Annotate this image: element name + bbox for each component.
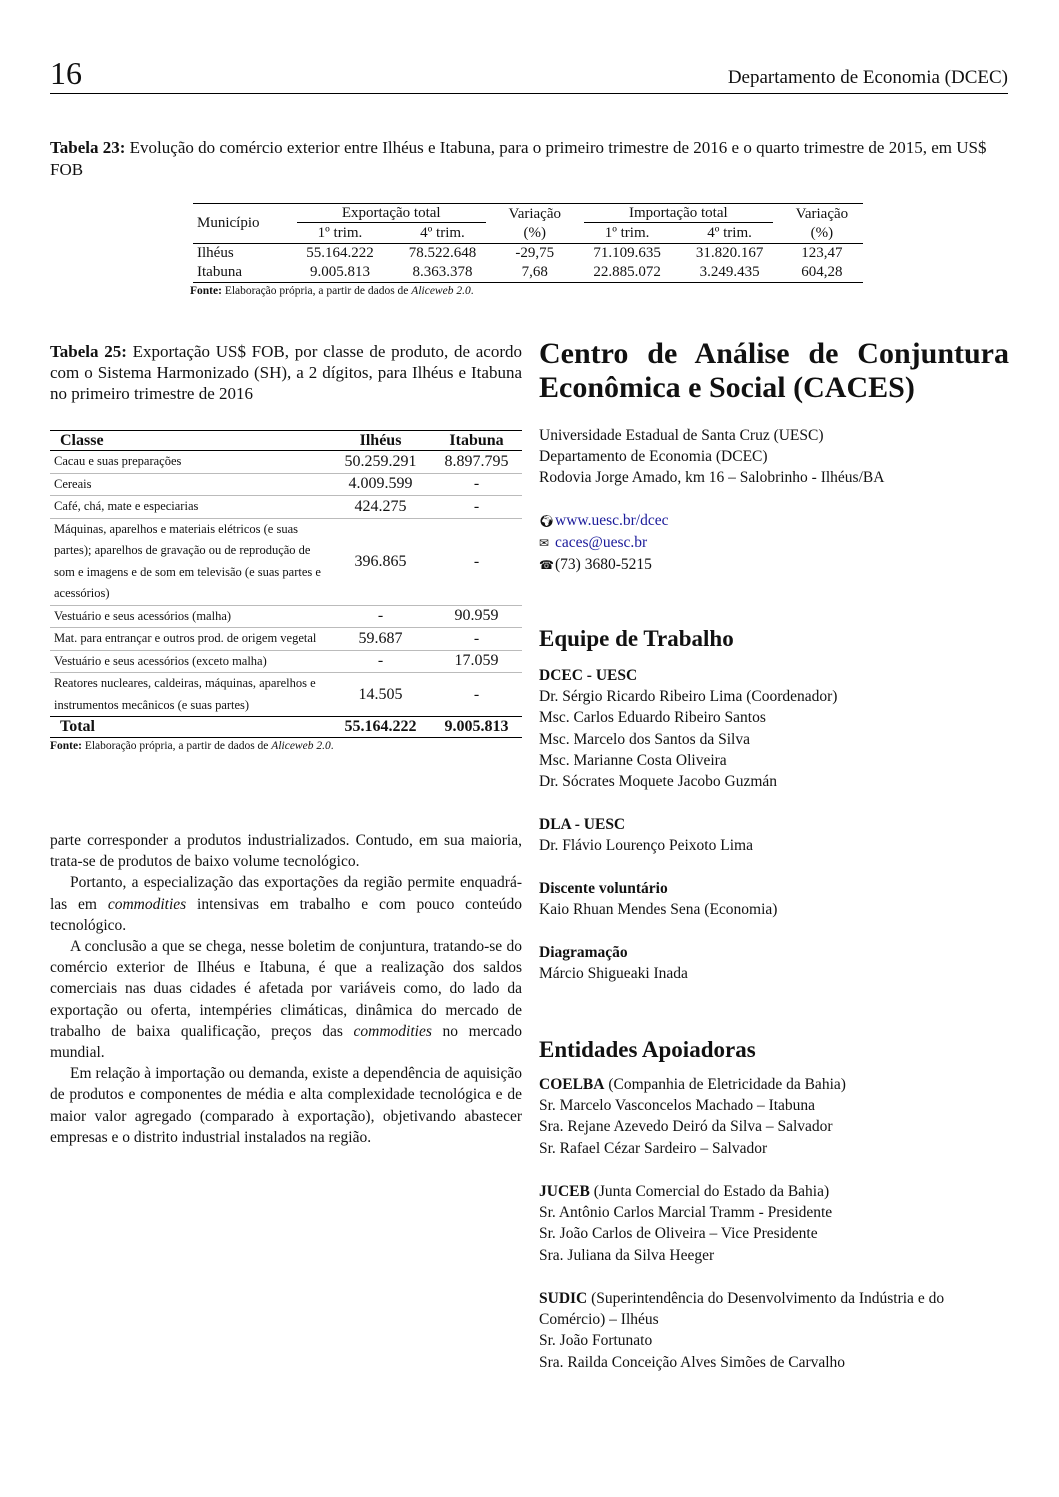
body-paragraph: parte corresponder a produtos industrializados. Contudo, em sua maioria, trata-se de produtos de baixo volume tecnológico.	[50, 832, 522, 871]
t25-col-ilheus: Ilhéus	[359, 432, 402, 449]
entidade-sudic	[539, 1288, 1011, 1373]
t25-cell: -	[473, 629, 480, 647]
entidades-title: Entidades Apoiadoras	[539, 1037, 756, 1062]
t25-total-label: Total	[50, 717, 330, 738]
t25-total-itabuna: 9.005.813	[431, 717, 522, 738]
website-link[interactable]: www.uesc.br/dcec	[555, 512, 669, 529]
member-line: Dr. Flávio Lourenço Peixoto Lima	[539, 837, 753, 855]
table23-caption-label: Tabela 23:	[50, 138, 126, 157]
t23-cell: 31.820.167	[695, 245, 764, 261]
t23-cell: 22.885.072	[593, 264, 661, 280]
member-line: Sr. Antônio Carlos Marcial Tramm - Presidente	[539, 1204, 833, 1222]
t25-col-itabuna: Itabuna	[449, 432, 504, 449]
member-line: Sra. Juliana da Silva Heeger	[539, 1246, 715, 1264]
t23-sub-imp-q1: 1º trim.	[604, 225, 650, 241]
telephone-icon: ☎	[539, 558, 554, 573]
t23-sub-exp-q4: 4º trim.	[420, 225, 465, 241]
t25-cell: Cacau e suas preparações	[54, 454, 182, 468]
equipe-group-discente	[539, 878, 1011, 920]
entity-desc: (Companhia de Eletricidade da Bahia)	[604, 1076, 846, 1093]
member-line: Sra. Railda Conceição Alves Simões de Carvalho	[539, 1353, 846, 1371]
t25-cell: -	[473, 497, 480, 515]
table23-source: Fonte: Elaboração própria, a partir de dados de Aliceweb 2.0.	[190, 285, 474, 297]
t25-cell: Cereais	[54, 476, 92, 491]
equipe-group-diagramacao	[539, 942, 1011, 984]
phone-number: (73) 3680-5215	[555, 556, 652, 574]
table25-caption	[50, 341, 522, 404]
table25-source: Fonte: Elaboração própria, a partir de dados de Aliceweb 2.0.	[50, 740, 334, 752]
group-heading: DCEC - UESC	[539, 667, 638, 684]
address-line: Departamento de Economia (DCEC)	[539, 448, 768, 466]
envelope-icon: ✉	[539, 536, 550, 551]
table23	[190, 203, 863, 298]
table-row	[50, 628, 522, 651]
t25-cell: Café, chá, mate e especiarias	[54, 499, 199, 513]
address-line: Rodovia Jorge Amado, km 16 – Salobrinho - Ilhéus/BA	[539, 469, 885, 487]
equipe-group-dcec	[539, 665, 1011, 792]
table23-caption-text: Evolução do comércio exterior entre Ilhéus e Itabuna, para o primeiro trimestre de 2016 e o quarto trimestre de 2015, em US$ FOB	[50, 138, 987, 179]
t25-cell: Vestuário e seus acessórios (malha)	[54, 608, 232, 623]
t23-cell: 78.522.648	[408, 245, 477, 261]
t25-cell: 424.275	[354, 497, 407, 515]
running-head: Departamento de Economia (DCEC)	[727, 67, 1008, 88]
t25-cell: 17.059	[454, 652, 499, 670]
t23-cell: Ilhéus	[197, 245, 234, 261]
t25-cell: -	[473, 475, 480, 493]
entity-name: SUDIC	[539, 1290, 588, 1307]
entity-desc: (Superintendência do Desenvolvimento da Indústria e do Comércio) – Ilhéus	[539, 1290, 945, 1329]
t23-col-export-var: Variação	[508, 205, 561, 222]
member-line: Sr. João Fortunato	[539, 1332, 653, 1350]
t23-sub-exp-q1: 1º trim.	[317, 225, 363, 241]
group-heading: DLA - UESC	[539, 816, 626, 833]
body-text	[50, 830, 522, 1148]
table-row	[50, 473, 522, 496]
entity-name: JUCEB	[539, 1183, 590, 1200]
t25-cell: Máquinas, aparelhos e materiais elétricos (e suas partes); aparelhos de gravação ou de reprodução de som e imagens e de som em televisão (e suas partes e acessórios)	[54, 521, 321, 600]
table25-caption-label: Tabela 25:	[50, 342, 127, 361]
body-paragraph: A conclusão a que se chega, nesse boletim de conjuntura, tratando-se do comércio exterior de Ilhéus e Itabuna, é que a realização dos saldos comerciais nas duas cidades é afetada por variáveis como, do lado da exportação ou oferta, intempéries climáticas, dinâmica do mercado de trabalho de baixa qualificação, preços das commodities no mercado mundial.	[50, 938, 523, 1062]
group-heading: Diagramação	[539, 944, 628, 961]
t23-cell: 55.164.222	[306, 245, 374, 261]
member-line: Sr. Marcelo Vasconcelos Machado – Itabuna	[539, 1097, 816, 1115]
t23-sub-exp-pct: (%)	[523, 225, 547, 241]
t23-col-import: Importação total	[576, 204, 781, 225]
t25-cell: 4.009.599	[348, 475, 413, 493]
t25-cell: -	[473, 552, 480, 570]
table-row	[50, 673, 522, 717]
table-row	[50, 451, 522, 474]
t23-cell: -29,75	[515, 245, 555, 261]
caces-contacts	[539, 510, 1011, 577]
t23-cell: 7,68	[521, 264, 548, 280]
entidade-juceb	[539, 1181, 1011, 1266]
group-heading: Discente voluntário	[539, 880, 668, 897]
table-row	[193, 244, 863, 264]
t23-cell: Itabuna	[197, 264, 242, 280]
member-line: Msc. Marianne Costa Oliveira	[539, 751, 727, 769]
caces-title: Centro de Análise de Conjuntura Econômica e Social (CACES)	[539, 337, 1009, 404]
t25-cell: -	[377, 652, 384, 670]
member-line: Msc. Marcelo dos Santos da Silva	[539, 730, 750, 748]
table-row	[193, 263, 863, 283]
table-row	[50, 518, 522, 605]
t23-cell: 71.109.635	[593, 245, 661, 261]
t25-cell: 59.687	[358, 629, 403, 647]
table25	[50, 430, 522, 753]
caces-address	[539, 425, 1011, 489]
table-row	[50, 650, 522, 673]
t25-col-classe: Classe	[60, 432, 104, 449]
t25-cell: Reatores nucleares, caldeiras, máquinas, aparelhos e instrumentos mecânicos (e suas partes)	[54, 676, 316, 712]
table-total-row	[50, 717, 522, 738]
t25-cell: -	[377, 607, 384, 625]
t23-col-import-var: Variação	[795, 205, 849, 222]
t23-col-municipio: Município	[193, 204, 289, 244]
t25-cell: 90.959	[454, 607, 499, 625]
t23-sub-imp-q4: 4º trim.	[707, 225, 752, 241]
body-paragraph: Portanto, a especialização das exportações da região permite enquadrá-las em commodities intensivas em trabalho e com pouco conteúdo tecnológico.	[50, 874, 522, 934]
t25-cell: -	[473, 685, 480, 703]
equipe-group-dla	[539, 814, 1011, 856]
t25-total-ilheus: 55.164.222	[330, 717, 431, 738]
member-line: Msc. Carlos Eduardo Ribeiro Santos	[539, 709, 766, 727]
entity-name: COELBA	[539, 1076, 605, 1093]
member-line: Sr. Rafael Cézar Sardeiro – Salvador	[539, 1139, 768, 1157]
t23-cell: 604,28	[801, 264, 843, 280]
t23-cell: 3.249.435	[699, 264, 760, 280]
header-rule	[50, 93, 1008, 94]
address-line: Universidade Estadual de Santa Cruz (UESC)	[539, 427, 824, 444]
t25-cell: 8.897.795	[444, 452, 509, 470]
email-link[interactable]: caces@uesc.br	[555, 534, 648, 552]
table23-caption	[50, 137, 1010, 181]
globe-icon: 🌍︎	[539, 514, 555, 528]
t23-cell: 8.363.378	[412, 264, 473, 280]
page-number: 16	[50, 55, 82, 91]
t23-sub-imp-pct: (%)	[810, 225, 834, 241]
entity-desc: (Junta Comercial do Estado da Bahia)	[589, 1183, 830, 1200]
t25-cell: Mat. para entrançar e outros prod. de origem vegetal	[54, 631, 317, 645]
t25-cell: Vestuário e seus acessórios (exceto malha)	[54, 653, 267, 668]
table25-caption-text: Exportação US$ FOB, por classe de produto, de acordo com o Sistema Harmonizado (SH), a 2 dígitos, para Ilhéus e Itabuna no primeiro trimestre de 2016	[50, 342, 523, 403]
member-line: Dr. Sérgio Ricardo Ribeiro Lima (Coordenador)	[539, 688, 838, 706]
member-line: Sr. João Carlos de Oliveira – Vice Presidente	[539, 1225, 818, 1243]
entidade-coelba	[539, 1074, 1011, 1159]
body-paragraph: Em relação à importação ou demanda, existe a dependência de aquisição de produtos e componentes de média e alta complexidade tecnológica e de maior valor agregado (comparado à exportação), objetivando abastecer empresas e o distrito industrial instalados na região.	[50, 1065, 522, 1146]
member-line: Márcio Shigueaki Inada	[539, 965, 688, 983]
t25-cell: 14.505	[358, 685, 403, 703]
member-line: Sra. Rejane Azevedo Deiró da Silva – Salvador	[539, 1118, 833, 1136]
table-row	[50, 496, 522, 519]
t25-cell: 50.259.291	[344, 452, 417, 470]
table-row	[50, 605, 522, 628]
t25-cell: 396.865	[354, 552, 407, 570]
t23-cell: 123,47	[801, 245, 843, 261]
t23-col-export: Exportação total	[289, 204, 494, 225]
equipe-title: Equipe de Trabalho	[539, 626, 734, 651]
t23-cell: 9.005.813	[309, 264, 370, 280]
member-line: Dr. Sócrates Moquete Jacobo Guzmán	[539, 773, 778, 791]
member-line: Kaio Rhuan Mendes Sena (Economia)	[539, 901, 778, 919]
